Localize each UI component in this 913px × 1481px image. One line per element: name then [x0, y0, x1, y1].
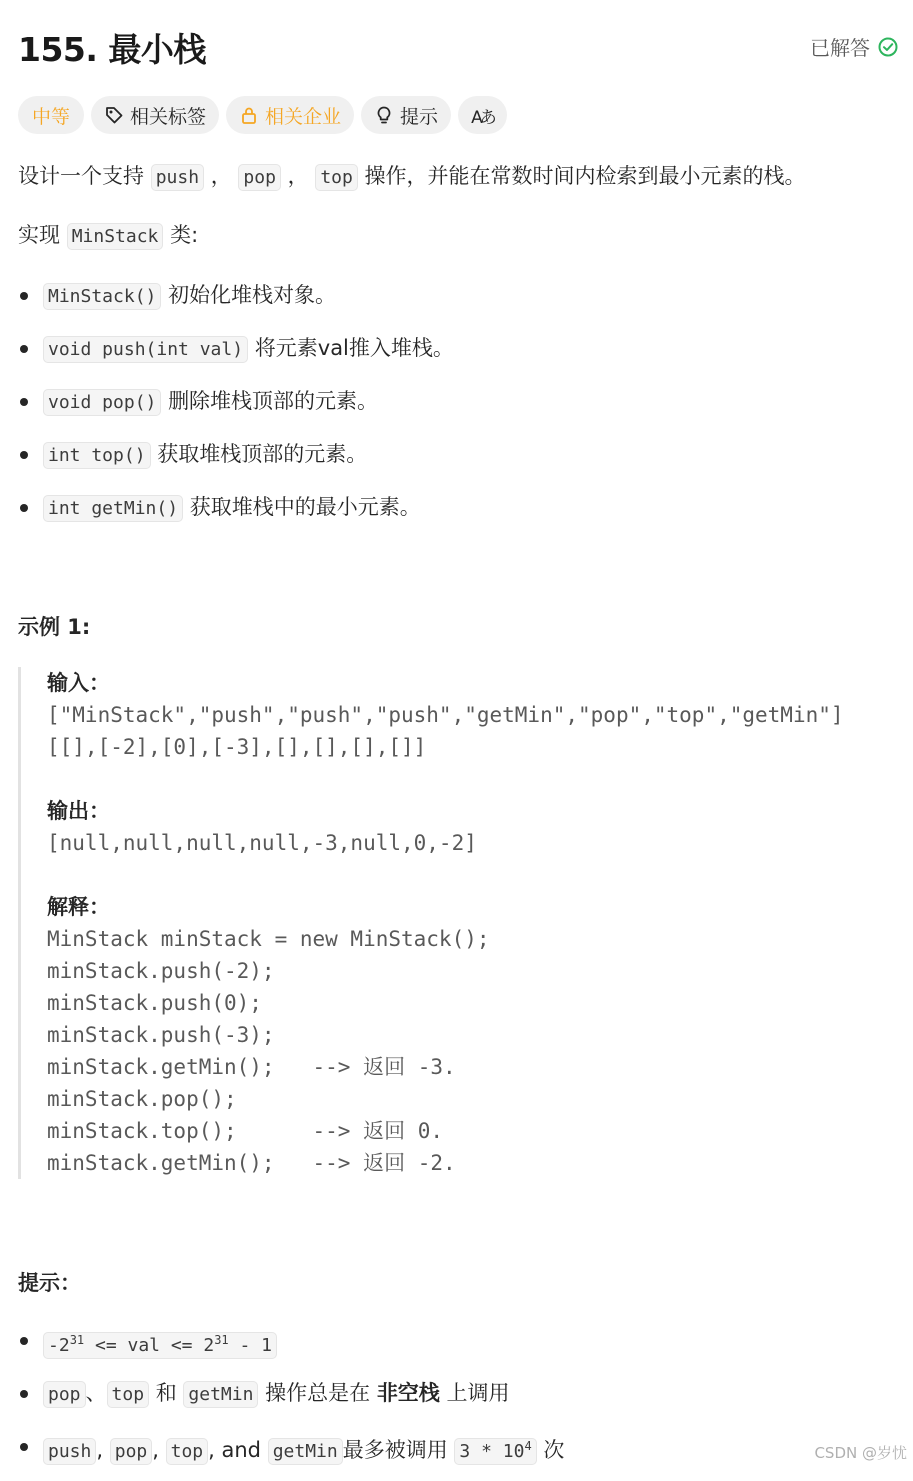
topics-button[interactable]: [91, 96, 219, 134]
method-desc: 将元素val推入堆栈。: [254, 336, 454, 360]
explanation-line: minStack.push(0);: [47, 991, 262, 1015]
intro-text: 操作，并能在常数时间内检索到最小元素的栈。: [364, 164, 806, 188]
list-item: [18, 384, 454, 437]
inline-code: MinStack: [67, 223, 164, 250]
explanation-line: minStack.getMin(); --> 返回 -2.: [47, 1151, 456, 1175]
solved-status: [810, 32, 898, 61]
translate-button[interactable]: [458, 96, 507, 134]
inline-code: void push(int val): [43, 336, 248, 363]
inline-code: push: [43, 1438, 96, 1465]
watermark: CSDN @岁忧: [814, 1444, 907, 1462]
list-item: [18, 490, 454, 543]
input-line: ["MinStack","push","push","push","getMin","pop","top","getMin"]: [47, 703, 844, 727]
input-line: [[],[-2],[0],[-3],[],[],[],[]]: [47, 735, 427, 759]
list-item: [18, 1322, 564, 1375]
method-desc: 初始化堆栈对象。: [168, 283, 337, 307]
companies-button[interactable]: [226, 96, 354, 134]
tag-bar: [18, 96, 507, 134]
inline-code: int top(): [43, 442, 151, 469]
inline-code: push: [151, 164, 204, 191]
problem-intro: [18, 161, 806, 193]
input-label: 输入：: [47, 671, 110, 695]
inline-code: getMin: [268, 1438, 343, 1465]
output-label: 输出：: [47, 799, 110, 823]
explanation-line: minStack.getMin(); --> 返回 -3.: [47, 1055, 456, 1079]
inline-code: void pop(): [43, 389, 161, 416]
translate-icon: Aあ: [471, 107, 494, 128]
explanation-line: minStack.pop();: [47, 1087, 237, 1111]
inline-code: top: [166, 1438, 209, 1465]
inline-code: top: [315, 164, 358, 191]
constraints-list: [18, 1322, 564, 1481]
lightbulb-icon: [374, 105, 394, 125]
list-item: [18, 437, 454, 490]
impl-text: 实现: [18, 223, 60, 247]
intro-text: 设计一个支持: [18, 164, 144, 188]
emphasis-text: 非空栈: [376, 1381, 440, 1405]
inline-code: $-2^{31}$ <= val <= $2^{31} - 1$: [43, 1332, 277, 1359]
list-item: [18, 278, 454, 331]
explanation-line: minStack.push(-3);: [47, 1023, 275, 1047]
inline-code: top: [107, 1381, 150, 1408]
example-title: 示例 1:: [18, 615, 91, 639]
inline-code: MinStack(): [43, 283, 161, 310]
explanation-label: 解释：: [47, 895, 110, 919]
inline-code: int getMin(): [43, 495, 183, 522]
method-desc: 获取堆栈中的最小元素。: [189, 495, 421, 519]
example-block: [18, 667, 898, 1179]
companies-label: 相关企业: [265, 105, 342, 128]
hint-button[interactable]: [361, 96, 451, 134]
inline-code: pop: [110, 1438, 153, 1465]
problem-title: 155. 最小栈: [18, 30, 206, 69]
constraints-title: 提示：: [18, 1271, 81, 1295]
list-item: push , pop , top , and getMin 最多被调用 $3 * 10^4$ 次: [18, 1428, 564, 1481]
inline-code: $3 * 10^4$: [454, 1438, 536, 1465]
impl-text: 类:: [170, 223, 199, 247]
explanation-line: MinStack minStack = new MinStack();: [47, 927, 490, 951]
implementation-intro: [18, 220, 198, 252]
explanation-line: minStack.push(-2);: [47, 959, 275, 983]
inline-code: getMin: [183, 1381, 258, 1408]
output-line: [null,null,null,null,-3,null,0,-2]: [47, 831, 477, 855]
inline-code: pop: [238, 164, 281, 191]
difficulty-badge: [18, 96, 84, 134]
lock-icon: [239, 105, 259, 125]
solved-label: 已解答: [810, 36, 870, 60]
method-desc: 获取堆栈顶部的元素。: [157, 442, 368, 466]
method-list: [18, 278, 454, 543]
explanation-line: minStack.top(); --> 返回 0.: [47, 1119, 444, 1143]
method-desc: 删除堆栈顶部的元素。: [168, 389, 379, 413]
inline-code: pop: [43, 1381, 86, 1408]
difficulty-label: 中等: [32, 105, 71, 128]
check-circle-icon: [878, 37, 898, 57]
hint-label: 提示: [400, 105, 439, 128]
list-item: [18, 331, 454, 384]
list-item: pop 、 top 和 getMin 操作总是在 非空栈 上调用: [18, 1375, 564, 1428]
separator: ，: [210, 164, 232, 188]
separator: ，: [287, 164, 309, 188]
problem-header: [18, 22, 898, 70]
tag-icon: [104, 105, 124, 125]
topics-label: 相关标签: [130, 105, 207, 128]
